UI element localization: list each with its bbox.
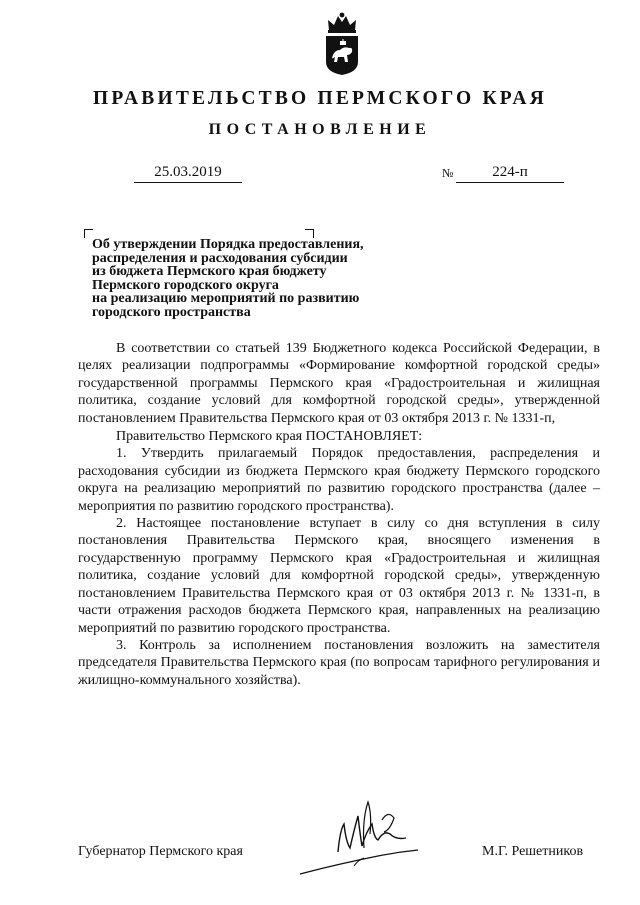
document-date <box>134 163 242 183</box>
signer-position: Губернатор Пермского края <box>78 844 243 859</box>
subject-line: Об утверждении Порядка предоставления, <box>92 237 364 252</box>
document-type: ПОСТАНОВЛЕНИЕ <box>208 121 432 138</box>
subject-line: городского пространства <box>92 304 251 320</box>
date-value: 25.03.2019 <box>154 164 222 180</box>
subject-line: на реализацию мероприятий по развитию <box>92 291 360 307</box>
document-number <box>456 163 564 183</box>
coat-of-arms-icon <box>322 10 362 76</box>
document-body <box>78 340 600 689</box>
body-paragraph-item-1: 1. Утвердить прилагаемый Порядок предоставления, распределения и расходования субсидии из бюджета Пермского края бюджету Пермского городского округа на реализацию мероприятий по развитию городского пространства (далее – мероприятия по развитию городского пространства). <box>78 446 600 514</box>
subject-line: из бюджета Пермского края бюджету <box>92 264 327 280</box>
body-paragraph-item-2: 2. Настоящее постановление вступает в силу со дня вступления в силу постановления Правительства Пермского края, вносящего изменения в государственную программу Пермского края «Градостроительная и жилищная политика, создание условий для комфортной городской среды», утвержденную постановлением Правительства Пермского края от 03 октября 2013 г. № 1331-п, в части отражения расходов бюджета Пермского края, направленных на реализацию мероприятий по развитию городского пространства. <box>78 516 600 636</box>
body-paragraph-resolves: Правительство Пермского края ПОСТАНОВЛЯЕТ: <box>116 429 423 445</box>
number-sign: № <box>442 166 454 180</box>
number-underline <box>456 182 564 183</box>
government-title: ПРАВИТЕЛЬСТВО ПЕРМСКОГО КРАЯ <box>93 88 547 109</box>
subject-line: распределения и расходования субсидии <box>92 250 348 266</box>
number-value: 224-п <box>492 164 528 180</box>
signer-name: М.Г. Решетников <box>482 844 584 859</box>
subject-line: Пермского городского округа <box>92 277 279 293</box>
body-paragraph-preamble: В соответствии со статьей 139 Бюджетного кодекса Российской Федерации, в целях реализации подпрограммы «Формирование комфортной городской среды» государственной программы Пермского края «Градостроительная и жилищная политика, создание условий для комфортной городской среды», утвержденной постановлением Правительства Пермского края от 03 октября 2013 г. № 1331-п, <box>78 341 600 426</box>
date-underline <box>134 182 242 183</box>
body-paragraph-item-3: 3. Контроль за исполнением постановления возложить на заместителя председателя Правительства Пермского края (по вопросам тарифного регулирования и жилищно-коммунального хозяйства). <box>78 637 600 688</box>
handwritten-signature <box>298 790 428 878</box>
document-subject <box>92 238 422 320</box>
